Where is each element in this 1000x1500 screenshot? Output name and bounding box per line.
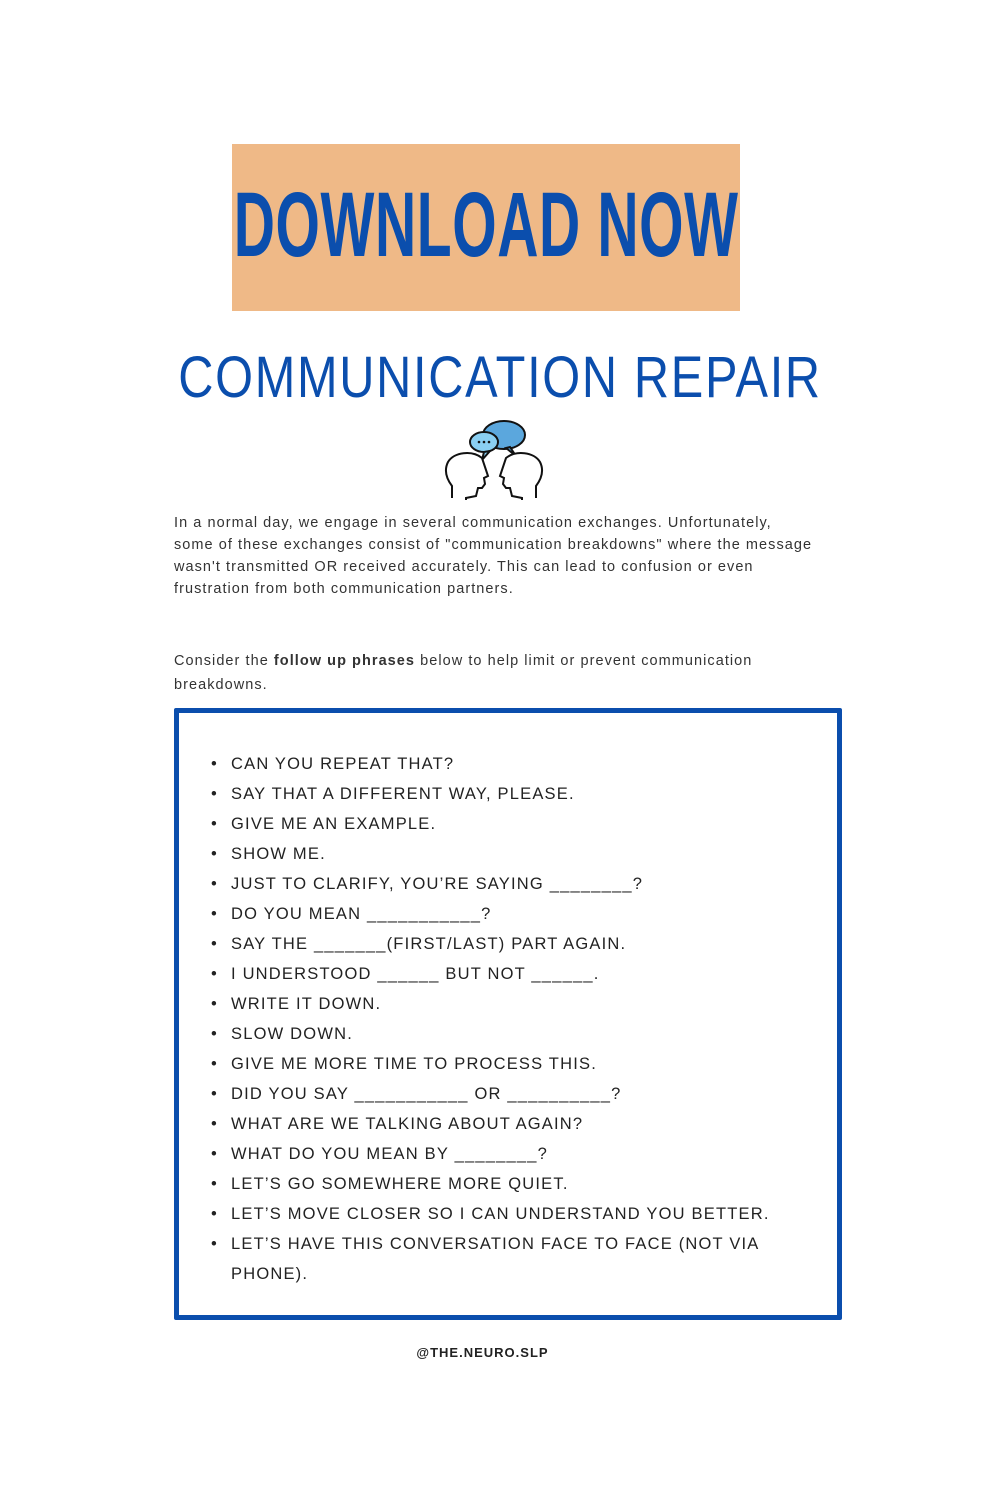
list-item: • JUST TO CLARIFY, YOU’RE SAYING ________? — [211, 869, 831, 899]
phrases-list — [211, 749, 831, 1289]
list-item: • SLOW DOWN. — [211, 1019, 831, 1049]
list-item: • GIVE ME MORE TIME TO PROCESS THIS. — [211, 1049, 831, 1079]
follow-up-phrases-emphasis: follow up phrases — [273, 653, 416, 669]
list-item: • WHAT ARE WE TALKING ABOUT AGAIN? — [211, 1109, 831, 1139]
list-item: • LET’S HAVE THIS CONVERSATION FACE TO FACE (NOT VIA PHONE). — [211, 1229, 831, 1289]
list-item: • WHAT DO YOU MEAN BY ________? — [211, 1139, 831, 1169]
two-heads-speech-bubbles-icon — [444, 416, 544, 502]
list-item: • SAY THAT A DIFFERENT WAY, PLEASE. — [211, 779, 831, 809]
phrases-box — [174, 708, 842, 1320]
page-title: COMMUNICATION REPAIR — [178, 345, 822, 410]
list-item: • DID YOU SAY ___________ OR __________? — [211, 1079, 831, 1109]
download-now-button[interactable] — [232, 144, 740, 311]
list-item: • WRITE IT DOWN. — [211, 989, 831, 1019]
list-item: • GIVE ME AN EXAMPLE. — [211, 809, 831, 839]
list-item: • LET’S MOVE CLOSER SO I CAN UNDERSTAND YOU BETTER. — [211, 1199, 831, 1229]
list-item: • CAN YOU REPEAT THAT? — [211, 749, 831, 779]
consider-paragraph: Consider the follow up phrases below to help limit or prevent communication breakdowns. — [174, 653, 753, 693]
author-handle: @THE.NEURO.SLP — [416, 1345, 549, 1360]
list-item: • SAY THE _______(FIRST/LAST) PART AGAIN. — [211, 929, 831, 959]
download-now-label: DOWNLOAD NOW — [233, 174, 739, 276]
list-item: • I UNDERSTOOD ______ BUT NOT ______. — [211, 959, 831, 989]
list-item: • SHOW ME. — [211, 839, 831, 869]
list-item: • LET’S GO SOMEWHERE MORE QUIET. — [211, 1169, 831, 1199]
list-item: • DO YOU MEAN ___________? — [211, 899, 831, 929]
intro-paragraph: In a normal day, we engage in several communication exchanges. Unfortunately, some of these exchanges consist of "communication breakdowns" where the message wasn't transmitted OR received accurately. This can lead to confusion or even frustration from both communication partners. — [174, 515, 813, 597]
